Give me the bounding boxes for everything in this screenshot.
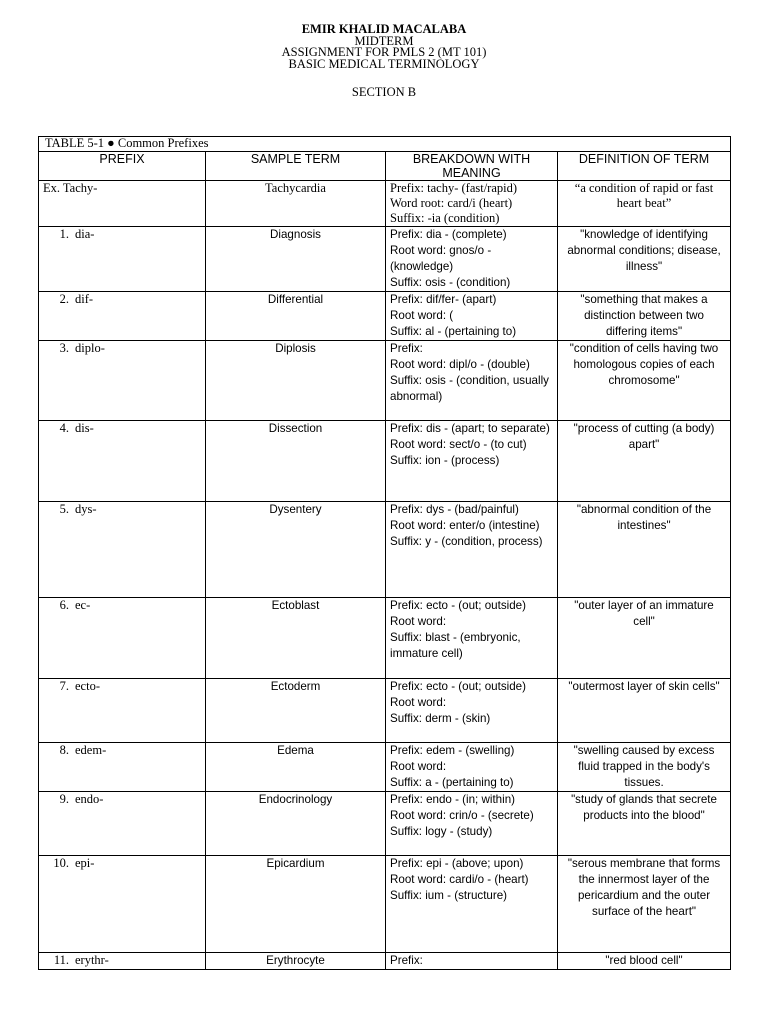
breakdown-line: Word root: card/i (heart) <box>390 196 513 210</box>
definition-cell: "something that makes a distinction between two differing items" <box>558 292 731 341</box>
prefix-cell <box>39 421 206 502</box>
sample-term-cell: Dissection <box>206 421 386 502</box>
breakdown-line: Root word: <box>390 760 447 773</box>
breakdown-line: Prefix: dif/fer- (apart) <box>390 293 497 306</box>
prefix-text: ec- <box>75 598 91 612</box>
table-row <box>39 292 731 341</box>
breakdown-cell <box>386 792 558 856</box>
row-number: 10. <box>53 856 69 870</box>
exam-label: MIDTERM <box>354 33 414 48</box>
table-row <box>39 421 731 502</box>
row-number: 9. <box>59 792 69 806</box>
table-row <box>39 502 731 598</box>
breakdown-line: Prefix: dia - (complete) <box>390 228 507 241</box>
definition-cell: "swelling caused by excess fluid trapped in the body's tissues. <box>558 743 731 792</box>
breakdown-line: Root word: <box>390 696 447 709</box>
sample-term-cell: Differential <box>206 292 386 341</box>
prefix-text: endo- <box>75 792 104 806</box>
breakdown-line: Root word: crin/o - (secrete) <box>390 809 534 822</box>
prefix-text: Ex. Tachy- <box>43 181 98 195</box>
prefix-cell <box>39 292 206 341</box>
breakdown-line: Prefix: edem - (swelling) <box>390 744 515 757</box>
sample-term-cell: Epicardium <box>206 856 386 953</box>
breakdown-cell <box>386 292 558 341</box>
section-label: SECTION B <box>351 85 417 100</box>
row-number: 6. <box>59 598 69 612</box>
breakdown-line: Suffix: logy - (study) <box>390 825 493 838</box>
breakdown-line: Root word: ( <box>390 309 454 322</box>
table-row <box>39 341 731 421</box>
breakdown-cell <box>386 679 558 743</box>
prefix-cell <box>39 743 206 792</box>
breakdown-cell <box>386 743 558 792</box>
breakdown-line: Prefix: <box>390 342 423 355</box>
column-header-sample-term: SAMPLE TERM <box>206 152 386 181</box>
breakdown-line: Root word: enter/o (intestine) <box>390 519 540 532</box>
breakdown-line: Prefix: tachy- (fast/rapid) <box>390 181 518 195</box>
breakdown-line: Suffix: al - (pertaining to) <box>390 325 517 338</box>
author-name: EMIR KHALID MACALABA <box>301 22 467 36</box>
breakdown-line: Prefix: dys - (bad/painful) <box>390 503 519 516</box>
definition-cell: "study of glands that secrete products into the blood" <box>558 792 731 856</box>
prefix-cell <box>39 953 206 970</box>
breakdown-cell <box>386 181 558 227</box>
prefix-cell <box>39 181 206 227</box>
prefix-cell <box>39 598 206 679</box>
prefix-cell <box>39 227 206 292</box>
prefix-text: edem- <box>75 743 107 757</box>
prefix-text: dif- <box>75 292 94 306</box>
prefix-text: dia- <box>75 227 95 241</box>
definition-cell: "process of cutting (a body) apart" <box>558 421 731 502</box>
row-number: 11. <box>53 953 69 967</box>
breakdown-line: Suffix: -ia (condition) <box>390 211 500 225</box>
prefix-text: dys- <box>75 502 97 516</box>
breakdown-line: Prefix: dis - (apart; to separate) <box>390 422 550 435</box>
row-number: 4. <box>59 421 69 435</box>
sample-term-cell: Tachycardia <box>206 181 386 227</box>
sample-term-cell: Edema <box>206 743 386 792</box>
breakdown-line: Prefix: <box>390 954 423 967</box>
prefix-cell <box>39 502 206 598</box>
breakdown-cell <box>386 953 558 970</box>
breakdown-line: Prefix: endo - (in; within) <box>390 793 516 806</box>
table-row <box>39 856 731 953</box>
breakdown-line: Suffix: a - (pertaining to) <box>390 776 514 789</box>
table-caption: TABLE 5-1 ● Common Prefixes <box>39 137 731 152</box>
breakdown-line: Suffix: osis - (condition, usually abnormal) <box>390 374 549 403</box>
definition-cell: "knowledge of identifying abnormal conditions; disease, illness" <box>558 227 731 292</box>
breakdown-line: Suffix: ion - (process) <box>390 454 500 467</box>
column-header-breakdown: BREAKDOWN WITH MEANING <box>386 152 558 181</box>
row-number: 2. <box>59 292 69 306</box>
column-header-definition: DEFINITION OF TERM <box>558 152 731 181</box>
table-row <box>39 679 731 743</box>
assignment-label: ASSIGNMENT FOR PMLS 2 (MT 101) <box>281 45 487 60</box>
table-row <box>39 227 731 292</box>
row-number: 8. <box>59 743 69 757</box>
prefix-cell <box>39 679 206 743</box>
sample-term-cell: Diplosis <box>206 341 386 421</box>
table-row <box>39 953 731 970</box>
prefix-cell <box>39 792 206 856</box>
prefix-text: diplo- <box>75 341 105 355</box>
definition-cell: "abnormal condition of the intestines" <box>558 502 731 598</box>
table-row <box>39 743 731 792</box>
breakdown-line: Root word: dipl/o - (double) <box>390 358 530 371</box>
breakdown-line: Prefix: epi - (above; upon) <box>390 857 524 870</box>
row-number: 1. <box>59 227 69 241</box>
breakdown-cell <box>386 598 558 679</box>
breakdown-cell <box>386 227 558 292</box>
sample-term-cell: Ectoderm <box>206 679 386 743</box>
breakdown-cell <box>386 856 558 953</box>
table-row <box>39 792 731 856</box>
breakdown-cell <box>386 502 558 598</box>
sample-term-cell: Erythrocyte <box>206 953 386 970</box>
breakdown-line: Suffix: derm - (skin) <box>390 712 491 725</box>
prefix-cell <box>39 341 206 421</box>
breakdown-cell <box>386 421 558 502</box>
table-row <box>39 598 731 679</box>
sample-term-cell: Dysentery <box>206 502 386 598</box>
table-row <box>39 181 731 227</box>
definition-cell: “a condition of rapid or fast heart beat” <box>558 181 731 227</box>
breakdown-line: Suffix: osis - (condition) <box>390 276 511 289</box>
breakdown-line: Suffix: ium - (structure) <box>390 889 508 902</box>
breakdown-line: Root word: sect/o - (to cut) <box>390 438 527 451</box>
breakdown-line: Root word: <box>390 615 447 628</box>
breakdown-cell <box>386 341 558 421</box>
breakdown-line: Suffix: y - (condition, process) <box>390 535 543 548</box>
sample-term-cell: Endocrinology <box>206 792 386 856</box>
table-header-row <box>39 152 731 181</box>
row-number: 3. <box>59 341 69 355</box>
definition-cell: "serous membrane that forms the innermost layer of the pericardium and the outer surface of the heart" <box>558 856 731 953</box>
prefix-text: erythr- <box>75 953 109 967</box>
course-label: BASIC MEDICAL TERMINOLOGY <box>288 56 480 71</box>
breakdown-line: Suffix: blast - (embryonic, immature cell) <box>390 631 521 660</box>
definition-cell: "condition of cells having two homologous copies of each chromosome" <box>558 341 731 421</box>
definition-cell: "outermost layer of skin cells" <box>558 679 731 743</box>
definition-cell: "outer layer of an immature cell" <box>558 598 731 679</box>
definition-cell: "red blood cell" <box>558 953 731 970</box>
breakdown-line: Root word: cardi/o - (heart) <box>390 873 529 886</box>
row-number: 7. <box>59 679 69 693</box>
prefix-table <box>38 136 731 970</box>
prefix-text: epi- <box>75 856 95 870</box>
breakdown-line: Root word: gnos/o - (knowledge) <box>390 244 492 273</box>
breakdown-line: Prefix: ecto - (out; outside) <box>390 599 526 612</box>
column-header-prefix: PREFIX <box>39 152 206 181</box>
breakdown-line: Prefix: ecto - (out; outside) <box>390 680 526 693</box>
sample-term-cell: Diagnosis <box>206 227 386 292</box>
document-header <box>0 24 768 99</box>
prefix-text: dis- <box>75 421 94 435</box>
prefix-cell <box>39 856 206 953</box>
prefix-text: ecto- <box>75 679 100 693</box>
sample-term-cell: Ectoblast <box>206 598 386 679</box>
row-number: 5. <box>59 502 69 516</box>
